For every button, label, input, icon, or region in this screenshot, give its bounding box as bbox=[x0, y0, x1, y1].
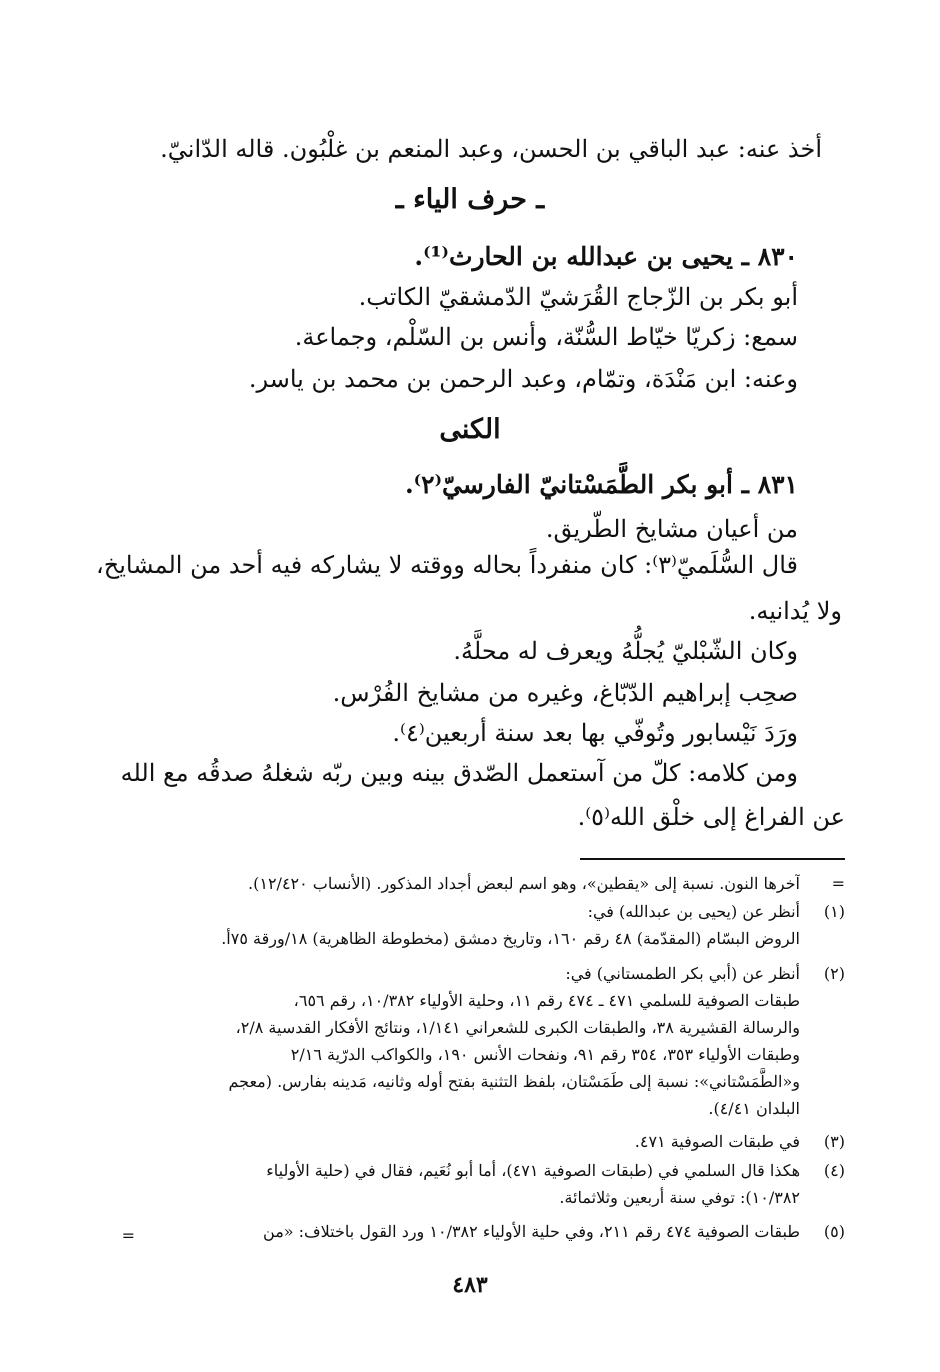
footnote-line: في طبقات الصوفية ٤٧١. bbox=[634, 1132, 800, 1151]
section-heading: ـ حرف الياء ـ bbox=[395, 184, 545, 215]
kuna-heading: الكنى bbox=[439, 414, 501, 445]
entry-831-line: ولا يُدانيه. bbox=[748, 597, 842, 625]
footnote-line: أنظر عن (أبي بكر الطمستاني) في: bbox=[565, 964, 800, 983]
footnote-line: البلدان ٤/٤١). bbox=[708, 1099, 800, 1118]
footnote-line: هكذا قال السلمي في (طبقات الصوفية ٤٧١)، أما أبو نُعَيم، فقال في (حلية الأولياء bbox=[266, 1161, 800, 1180]
footnote-number: (٤) bbox=[823, 1161, 845, 1180]
footnote-line: وطبقات الأولياء ٣٥٣، ٣٥٤ رقم ٩١، ونفحات الأنس ١٩٠، والكواكب الدرّية ٢/١٦ bbox=[290, 1045, 800, 1064]
footnote-number: (٥) bbox=[823, 1222, 845, 1241]
entry-831-line: عن الفراغ إلى خلْق الله⁽٥⁾. bbox=[577, 803, 845, 831]
entry-830-line: وعنه: ابن مَنْدَة، وتمّام، وعبد الرحمن بن محمد بن ياسر. bbox=[248, 365, 798, 393]
footnote-line: الروض البسّام (المقدّمة) ٤٨ رقم ١٦٠، وتاريخ دمشق (مخطوطة الظاهرية) ١٨/ورقة ٧٥أ. bbox=[221, 929, 800, 948]
entry-831-line: من أعيان مشايخ الطّريق. bbox=[545, 515, 798, 543]
footnote-line: أنظر عن (يحيى بن عبدالله) في: bbox=[587, 902, 800, 921]
footnote-line: ١٠/٣٨٢): توفي سنة أربعين وثلاثمائة. bbox=[559, 1188, 800, 1207]
footnote-continuation-mark: = bbox=[121, 1226, 135, 1245]
footnote-line: و«الطَّمَسْتاني»: نسبة إلى طَمَسْتان، بلفظ التثنية بفتح أوله وثانيه، مَدينه بفارس. (معجم bbox=[228, 1072, 800, 1091]
entry-831-line: قال السُّلَميّ⁽٣⁾: كان منفرداً بحاله ووقته لا يشاركه فيه أحد من المشايخ، bbox=[95, 551, 798, 579]
footnote-separator bbox=[580, 858, 845, 860]
footnote-line: آخرها النون. نسبة إلى «يقطين»، وهو اسم لبعض أجداد المذكور. (الأنساب ١٢/٤٢٠). bbox=[248, 874, 800, 893]
entry-830-title: ٨٣٠ ـ يحيى بن عبدالله بن الحارث⁽¹⁾. bbox=[414, 242, 798, 271]
body-line: أخذ عنه: عبد الباقي بن الحسن، وعبد المنعم بن غلْبُون. قاله الدّانيّ. bbox=[160, 135, 822, 163]
footnote-line: والرسالة القشيرية ٣٨، والطبقات الكبرى للشعراني ١/١٤١، ونتائج الأفكار القدسية ٢/٨، bbox=[235, 1018, 800, 1037]
footnote-number: (٣) bbox=[823, 1132, 845, 1151]
entry-831-line: ورَدَ نَيْسابور وتُوفّي بها بعد سنة أربعين⁽٤⁾. bbox=[392, 719, 798, 747]
footnote-continuation-mark: = bbox=[831, 874, 845, 893]
entry-831-line: صحِب إبراهيم الدّبّاغ، وغيره من مشايخ الفُرْس. bbox=[332, 679, 798, 707]
page-number: ٤٨٣ bbox=[452, 1272, 488, 1298]
entry-831-line: وكان الشّبْليّ يُجلُّهُ ويعرف له محلَّهُ. bbox=[453, 637, 798, 665]
entry-830-line: أبو بكر بن الزّجاج القُرَشيّ الدّمشقيّ الكاتب. bbox=[358, 283, 798, 311]
entry-831-title: ٨٣١ ـ أبو بكر الطَّمَسْتانيّ الفارسيّ⁽٢⁾. bbox=[404, 470, 798, 499]
footnote-line: طبقات الصوفية للسلمي ٤٧١ ـ ٤٧٤ رقم ١١، وحلية الأولياء ١٠/٣٨٢، رقم ٦٥٦، bbox=[293, 991, 800, 1010]
entry-830-line: سمع: زكريّا خيّاط السُّنّة، وأنس بن السّلْم، وجماعة. bbox=[294, 323, 798, 351]
footnote-number: (٢) bbox=[823, 964, 845, 983]
footnote-line: طبقات الصوفية ٤٧٤ رقم ٢١١، وفي حلية الأولياء ١٠/٣٨٢ ورد القول باختلاف: «من bbox=[263, 1222, 800, 1241]
footnote-number: (١) bbox=[823, 902, 845, 921]
entry-831-line: ومن كلامه: كلّ من آستعمل الصّدق بينه وبين ربّه شغلهُ صدقُه مع الله bbox=[120, 759, 798, 787]
